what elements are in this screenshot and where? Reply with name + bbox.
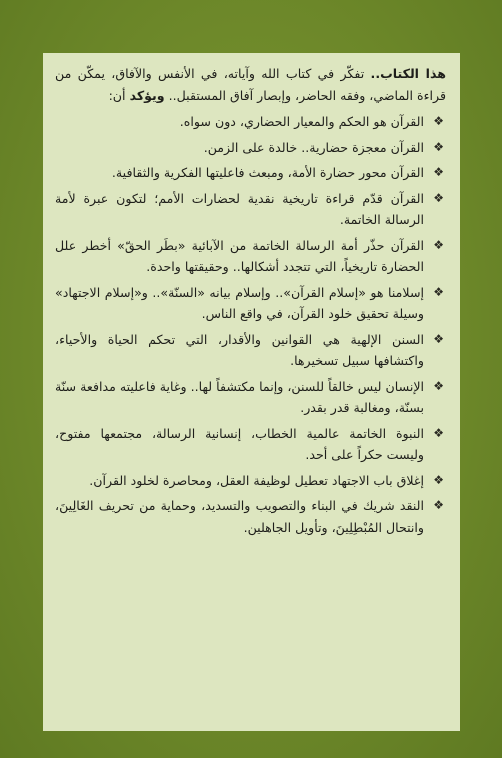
list-item — [55, 188, 446, 231]
point-text: القرآن محور حضارة الأمة، ومبعث فاعليتها الفكرية والثقافية. — [111, 165, 424, 180]
intro-text: تفكّر في كتاب الله وآياته، في الأنفس والآفاق، يمكّن من قراءة الماضي، وفقه الحاضر، وإبصار آفاق المستقبل.. — [55, 66, 446, 103]
list-item — [55, 376, 446, 419]
diamond-bullet-icon: ❖ — [433, 284, 444, 299]
point-text: القرآن حذّر أمة الرسالة الخاتمة من الآبائية «بطَر الحقّ» أخطر علل الحضارة تاريخياً، التي تتجدد أشكالها.. وحقيقتها واحدة. — [55, 237, 424, 274]
diamond-bullet-icon: ❖ — [433, 237, 444, 252]
point-text: السنن الإلهية هي القوانين والأقدار، التي تحكم الحياة والأحياء، واكتشافها سبيل تسخيرها. — [55, 331, 424, 368]
diamond-bullet-icon: ❖ — [433, 165, 444, 179]
point-text: إغلاق باب الاجتهاد تعطيل لوظيفة العقل، ومحاصرة لخلود القرآن. — [89, 472, 424, 488]
list-item — [55, 495, 446, 538]
list-item — [55, 111, 446, 133]
point-text: النبوة الخاتمة عالمية الخطاب، إنسانية الرسالة، مجتمعها مفتوح، وليست حكراً على أحد. — [55, 425, 424, 462]
diamond-bullet-icon: ❖ — [433, 378, 444, 393]
list-item — [55, 470, 446, 492]
list-item — [55, 235, 446, 278]
list-item — [55, 162, 446, 184]
diamond-bullet-icon: ❖ — [433, 498, 444, 512]
intro-tail: أن: — [108, 88, 130, 103]
diamond-bullet-icon: ❖ — [433, 472, 444, 487]
points-list — [55, 111, 446, 538]
diamond-bullet-icon: ❖ — [433, 425, 444, 440]
diamond-bullet-icon: ❖ — [433, 139, 444, 154]
list-item — [55, 282, 446, 325]
point-text: النقد شريك في البناء والتصويب والتسديد، وحماية من تحريف الغَالِينَ، وانتحال المُبْطِلِينَ، وتأويل الجاهلين. — [55, 498, 424, 535]
diamond-bullet-icon: ❖ — [433, 331, 444, 346]
intro-paragraph — [55, 63, 446, 107]
diamond-bullet-icon: ❖ — [433, 114, 444, 128]
intro-emphasis: ويؤكد — [129, 88, 165, 103]
point-text: القرآن معجزة حضارية.. خالدة على الزمن. — [203, 139, 424, 155]
point-text: الإنسان ليس خالقاً للسنن، وإنما مكتشفاً لها.. وغاية فاعليته مدافعة سنّة بسنّة، ومغالبة قدر بقدر. — [55, 378, 424, 415]
point-text: القرآن هو الحكم والمعيار الحضاري، دون سواه. — [179, 114, 424, 129]
point-text: إسلامنا هو «إسلام القرآن».. وإسلام بيانه «السنّة».. و«إسلام الاجتهاد» وسيلة تحقيق خلود القرآن، في واقع الناس. — [55, 284, 424, 321]
list-item — [55, 423, 446, 466]
blurb-panel — [43, 53, 460, 731]
list-item — [55, 137, 446, 159]
point-text: القرآن قدّم قراءة تاريخية نقدية لحضارات الأمم؛ لتكون عبرة لأمة الرسالة الخاتمة. — [55, 190, 424, 227]
intro-lead: هذا الكتاب.. — [370, 66, 446, 81]
list-item — [55, 329, 446, 372]
diamond-bullet-icon: ❖ — [433, 190, 444, 205]
